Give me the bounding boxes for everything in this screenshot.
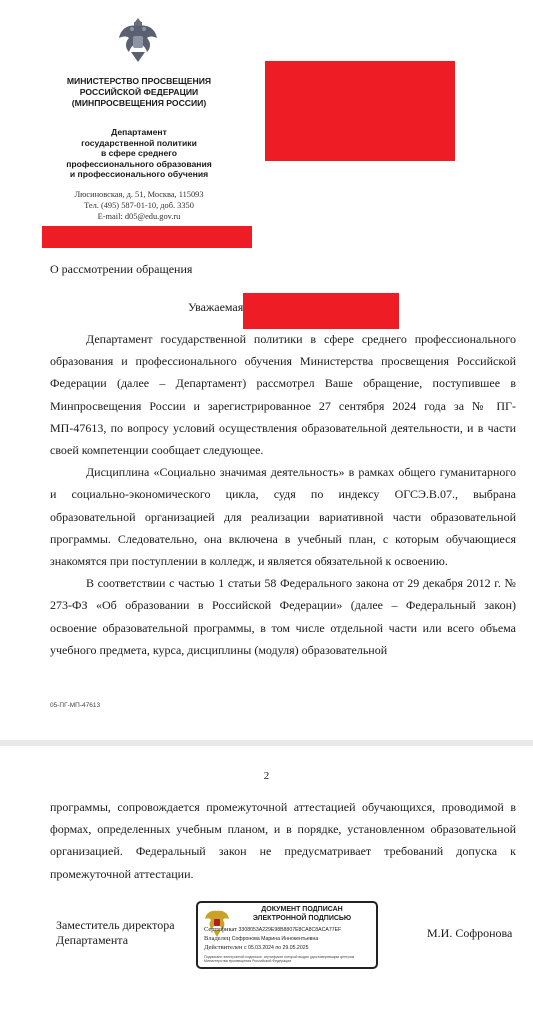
email: E-mail: d05@edu.gov.ru (97, 212, 181, 221)
stamp-value: 3308053A229E98B8807E8CA8C8ACA77EF (238, 927, 342, 933)
signatory-title-line: Департамента (56, 933, 129, 947)
department-line: в сфере среднего (100, 148, 177, 158)
page-number: 2 (263, 770, 270, 782)
signatory-name: М.И. Софронова (427, 926, 513, 940)
paragraph: программы, сопровождается промежуточной аттестацией обучающихся, проводимой в формах, определенных учебным планом, и в порядке, установленном образовательной организацией. Федеральный закон не предусматривает требований допуска к промежуточной аттестации. (50, 800, 516, 881)
stamp-heading (232, 906, 372, 923)
stamp-owner (204, 936, 318, 942)
stamp-heading-line: ЭЛЕКТРОННОЙ ПОДПИСЬЮ (252, 914, 352, 922)
stamp-validity (204, 945, 308, 951)
paragraph: В соответствии с частью 1 статьи 58 Федерального закона от 29 декабря 2012 г. № 273-ФЗ «Об образовании в Российской Федерации» (далее – Федеральный закон) освоение образовательной программы, в том числе отдельной части или всего объема учебного предмета, курса, дисциплины (модуля) образовательной (50, 576, 516, 657)
redaction-addressee-name (243, 293, 399, 329)
greeting: Уважаемая (188, 300, 244, 314)
ministry-line: МИНИСТЕРСТВО ПРОСВЕЩЕНИЯ (66, 76, 212, 86)
ministry-line: (МИНПРОСВЕЩЕНИЯ РОССИИ) (71, 98, 207, 108)
department-name (28, 127, 250, 180)
department-line: Департамент (111, 127, 167, 137)
phone: Тел. (495) 587-01-10, доб. 3350 (84, 201, 194, 210)
stamp-heading-line: ДОКУМЕНТ ПОДПИСАН (261, 906, 343, 913)
stamp-label: Владелец (204, 935, 231, 942)
stamp-value: с 05.03.2024 по 29.05.2025 (243, 945, 309, 951)
stamp-label: Действителен (204, 944, 243, 951)
address: Люсиновская, д. 51, Москва, 115093 (74, 190, 204, 199)
stamp-value: Софронова Марина Иннокентьевна (231, 936, 319, 942)
letter-body-page2 (50, 796, 516, 885)
page-2 (0, 746, 533, 1023)
registration-number: 05-ПГ-МП-47613 (50, 702, 101, 709)
letter-subject: О рассмотрении обращения (50, 262, 193, 276)
stamp-certificate (204, 927, 341, 933)
electronic-signature-stamp (196, 901, 378, 969)
ministry-name (28, 76, 250, 109)
signatory-title (56, 918, 175, 948)
redaction-recipient (265, 61, 455, 161)
letter-body-page1 (50, 328, 516, 661)
redaction-date-number (42, 226, 252, 248)
stamp-footnote: Подписано электронной подписью, сертификат которой выдан удостоверяющим центром Министерства просвещения Российской Федерации (204, 955, 355, 964)
department-line: государственной политики (81, 137, 197, 148)
ministry-line: РОССИЙСКОЙ ФЕДЕРАЦИИ (79, 87, 199, 97)
department-line: профессионального образования (66, 158, 212, 169)
paragraph: Дисциплина «Социально значимая деятельность» в рамках общего гуманитарного и социально-экономического цикла, судя по индексу ОГСЭ.В.07., выбрана образовательной организацией для реализации вариативной части образовательной программы. Следовательно, она включена в учебный план, с которым обучающиеся знакомятся при поступлении в колледж, и является обязательной к освоению. (50, 465, 516, 569)
stamp-label: Сертификат (204, 926, 238, 933)
department-line: и профессионального обучения (69, 169, 209, 179)
contact-block (28, 189, 250, 222)
russian-coat-of-arms-icon (117, 14, 159, 64)
signatory-title-line: Заместитель директора (56, 918, 175, 932)
paragraph: Департамент государственной политики в сфере среднего профессионального образования и профессионального обучения Министерства просвещения Российской Федерации (далее – Департамент) рассмотрел Ваше обращение, поступившее в Минпросвещения России и зарегистрированное 27 сентября 2024 года за № ПГ-МП-47613, по вопросу условий осуществления образовательной деятельности, и в части своей компетенции сообщает следующее. (50, 332, 516, 458)
